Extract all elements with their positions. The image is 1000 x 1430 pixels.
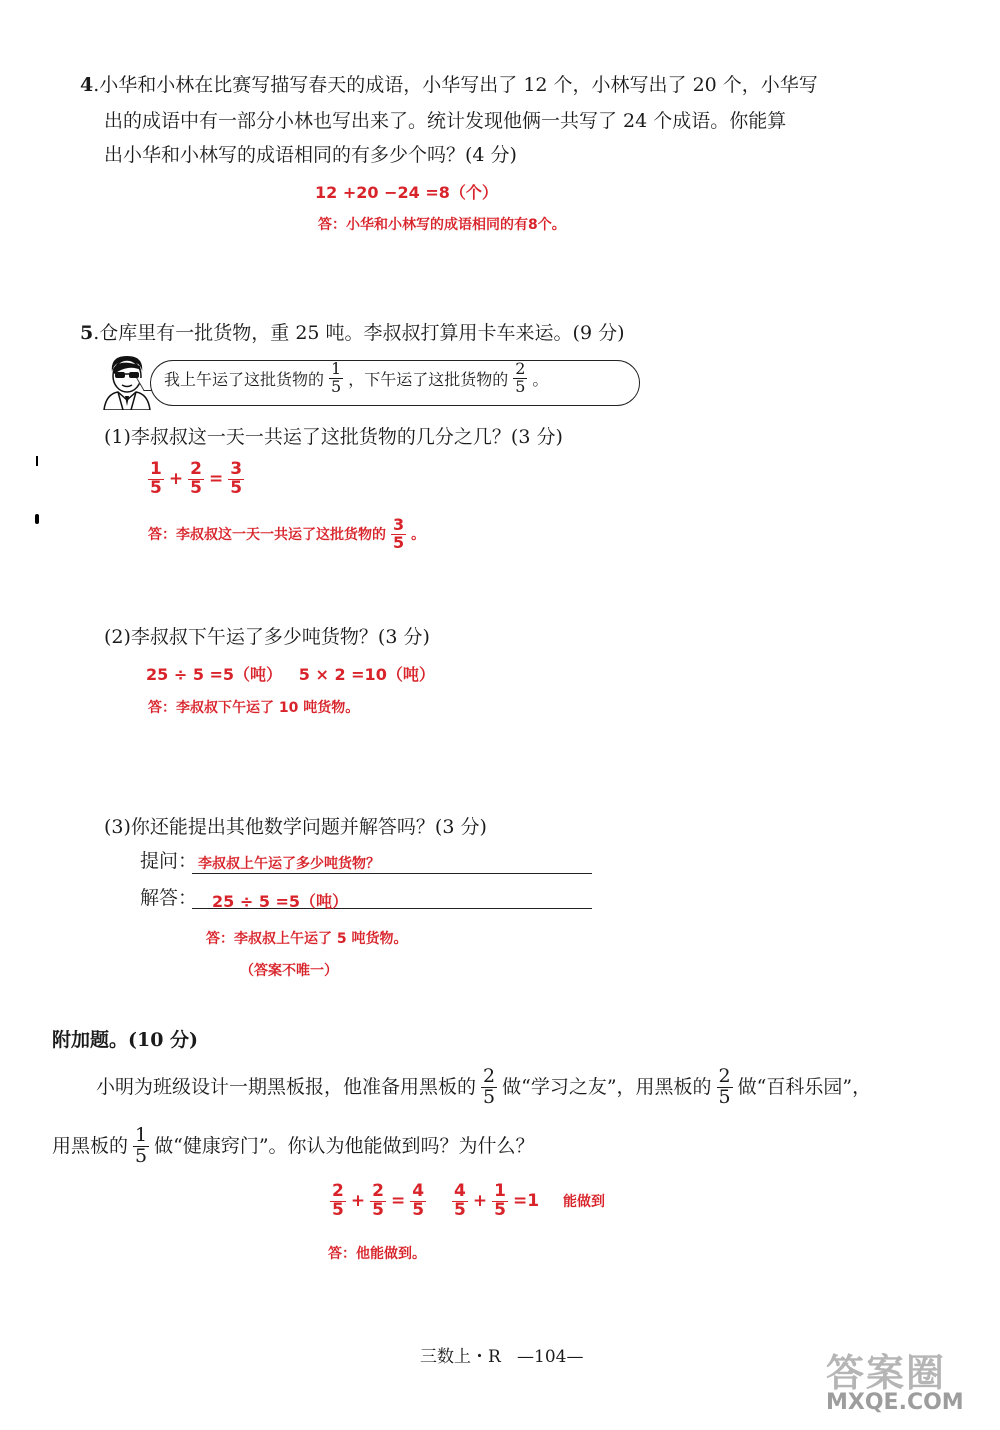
q5-part2-equation: 25 ÷ 5 =5（吨） 5 × 2 =10（吨） [146, 665, 435, 684]
q5-number: 5 [80, 322, 94, 344]
scan-mark [35, 514, 39, 524]
q5-part2-answer: 答：李叔叔下午运了 10 吨货物。 [148, 700, 360, 716]
bonus-answer: 答：他能做到。 [328, 1246, 426, 1262]
q4-line1: 4.小华和小林在比赛写描写春天的成语，小华写出了 12 个，小林写出了 20 个，小华写 [80, 74, 818, 96]
q4-equation: 12 +20 −24 =8（个） [315, 183, 498, 202]
bonus-title: 附加题。(10 分) [52, 1029, 199, 1051]
watermark-url: MXQE.COM [826, 1390, 964, 1415]
q5-part1-equation: $\frac{1}{5}$ + $\frac{2}{5}$ = $\frac{3}{5}$ [150, 459, 243, 498]
fraction-one-fifth: $\frac{1}{5}$ [331, 359, 342, 396]
ask-text: 李叔叔上午运了多少吨货物？ [198, 856, 380, 872]
verdict-text: 能做到 [563, 1194, 606, 1211]
q5-part1-answer: 答：李叔叔这一天一共运了这批货物的 $\frac{3}{5}$ 。 [148, 515, 426, 552]
q4-number: 4 [80, 74, 94, 96]
watermark-logo: 答案圈 [826, 1351, 947, 1395]
q4-line3: 出小华和小林写的成语相同的有多少个吗？(4 分) [104, 144, 517, 166]
bonus-equation: $\frac{2}{5}$ + $\frac{2}{5}$ = $\frac{4}{5}$ $\frac{4}{5}$ + $\frac{1}{5}$ =1 能做到 [332, 1181, 606, 1220]
solve-text: 25 ÷ 5 =5（吨） [212, 892, 349, 911]
q5-part3-question: (3)你还能提出其他数学问题并解答吗？(3 分) [104, 816, 487, 838]
q5-stem: 5.仓库里有一批货物，重 25 吨。李叔叔打算用卡车来运。(9 分) [80, 322, 625, 344]
speech-bubble-text: 我上午运了这批货物的 $\frac{1}{5}$ ，下午运了这批货物的 $\frac{2}{5}$ 。 [164, 359, 549, 396]
fraction-two-fifths: $\frac{2}{5}$ [515, 359, 526, 396]
q5-part2-question: (2)李叔叔下午运了多少吨货物？(3 分) [104, 626, 430, 648]
ask-underline [192, 873, 592, 874]
bonus-line1: 小明为班级设计一期黑板报，他准备用黑板的 $\frac{2}{5}$ 做“学习之友”，用黑板的 $\frac{2}{5}$ 做“百科乐园”， [96, 1065, 872, 1108]
q5-part1-question: (1)李叔叔这一天一共运了这批货物的几分之几？(3 分) [104, 426, 563, 448]
page-footer: 三数上・R —104— [420, 1347, 584, 1367]
solve-label: 解答： [140, 887, 198, 909]
ask-label: 提问： [140, 850, 198, 872]
q4-line2: 出的成语中有一部分小林也写出来了。统计发现他俩一共写了 24 个成语。你能算 [104, 110, 787, 132]
bonus-line2: 用黑板的 $\frac{1}{5}$ 做“健康窍门”。你认为他能做到吗？为什么？ [52, 1124, 535, 1167]
scan-mark [36, 456, 38, 466]
answer-not-unique-note: （答案不唯一） [240, 963, 338, 979]
q4-answer: 答：小华和小林写的成语相同的有8个。 [318, 217, 566, 233]
q5-part3-answer: 答：李叔叔上午运了 5 吨货物。 [206, 931, 408, 947]
